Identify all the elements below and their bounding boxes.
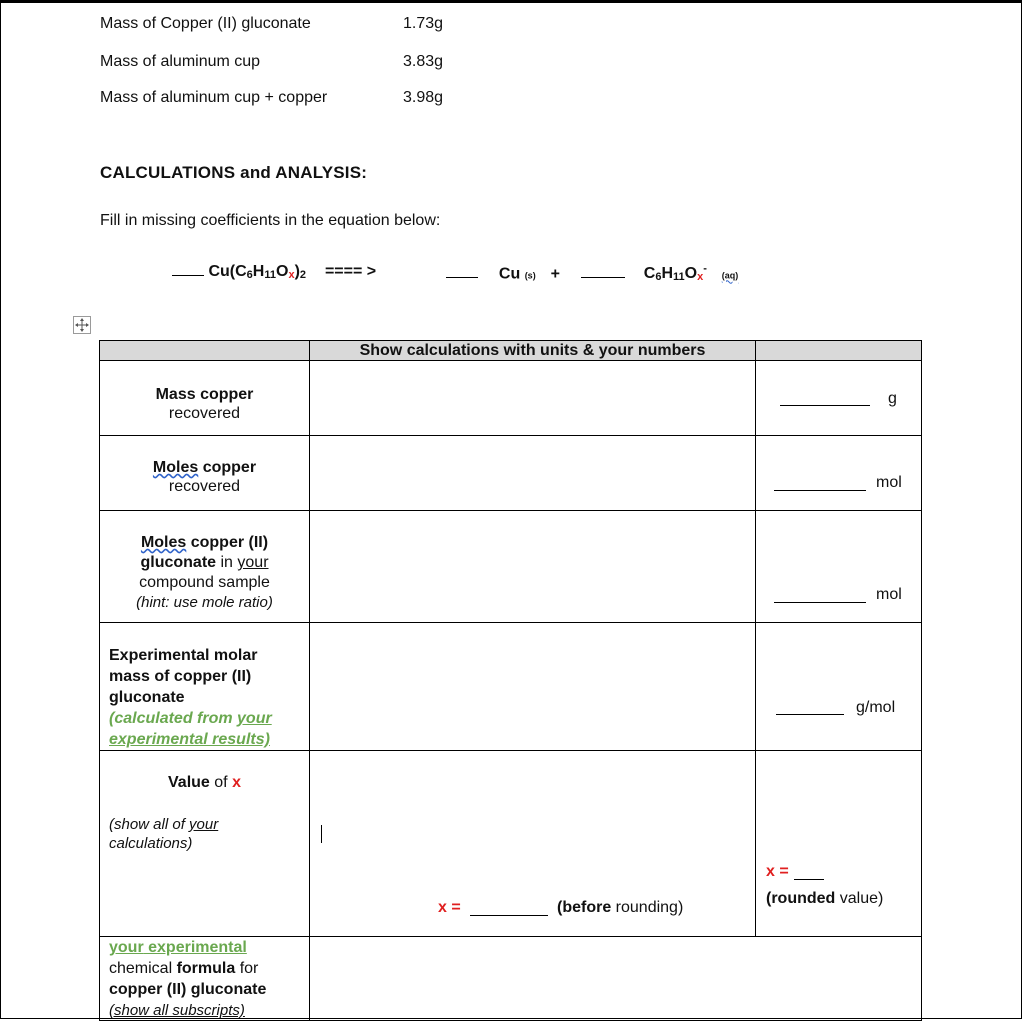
- x-equals-rounded-label: x =: [766, 863, 789, 880]
- table-row: [100, 751, 922, 937]
- header-cell-blank: [100, 341, 310, 361]
- measurement-value: 3.98g: [403, 89, 444, 106]
- header-title: Show calculations with units & your numbers: [310, 341, 756, 361]
- section-heading: CALCULATIONS and ANALYSIS:: [100, 163, 368, 182]
- formula-answer-cell[interactable]: [310, 937, 922, 1021]
- table-row: [100, 937, 922, 1021]
- unit-label: mol: [876, 586, 902, 603]
- row-label-cell: Value of x (show all of your calculations): [100, 751, 310, 937]
- label-bold: Mass copper: [155, 386, 254, 403]
- row-label-cell: your experimental chemical formula for copper (II) gluconate (show all subscripts): [100, 937, 310, 1021]
- unit-label: g: [888, 390, 897, 407]
- calculations-table: [99, 340, 922, 1021]
- answer-cell[interactable]: [756, 361, 922, 436]
- answer-cell[interactable]: [756, 751, 922, 937]
- eq-product-copper: Cu: [498, 265, 521, 283]
- calculation-cell[interactable]: [310, 436, 756, 511]
- x-before-rounding-blank[interactable]: [470, 915, 548, 916]
- label-wavy: Moles: [152, 459, 199, 476]
- measurement-label: Mass of aluminum cup: [100, 53, 261, 70]
- measurement-label: Mass of aluminum cup + copper: [100, 89, 328, 106]
- calculation-cell[interactable]: [310, 361, 756, 436]
- table-move-handle-icon[interactable]: [73, 316, 91, 334]
- table-row: [100, 436, 922, 511]
- table-row: [100, 511, 922, 623]
- row-label-cell: Experimental molar mass of copper (II) gluconate (calculated from your experimental results): [100, 623, 310, 751]
- answer-blank[interactable]: [776, 714, 844, 715]
- text-cursor: [321, 825, 322, 843]
- answer-blank[interactable]: [774, 490, 866, 491]
- before-rounding-label: (before rounding): [557, 899, 684, 916]
- calculation-cell[interactable]: [310, 751, 756, 937]
- x-equals-label: x =: [438, 899, 461, 916]
- row-label-cell: [100, 436, 310, 511]
- unit-label: mol: [876, 474, 902, 491]
- answer-cell[interactable]: [756, 511, 922, 623]
- header-cell-blank: [756, 341, 922, 361]
- answer-blank[interactable]: [780, 405, 870, 406]
- answer-cell[interactable]: [756, 623, 922, 751]
- eq-reactant: $Cu(C_6H_{11}O_x)_2$: [208, 263, 307, 281]
- table-row: [100, 361, 922, 436]
- coefficient-blank-reactant[interactable]: [172, 275, 204, 276]
- unit-label: g/mol: [856, 699, 896, 716]
- chemical-equation: [172, 263, 376, 281]
- x-rounded-blank[interactable]: [794, 879, 824, 880]
- eq-plus: +: [550, 265, 560, 283]
- label-text: recovered: [168, 405, 241, 422]
- measurement-value: 3.83g: [403, 53, 444, 70]
- calculation-cell[interactable]: [310, 623, 756, 751]
- coefficient-blank-copper[interactable]: [446, 277, 478, 278]
- measurement-row: [100, 15, 444, 33]
- measurement-row: [100, 53, 444, 71]
- table-row: [100, 623, 922, 751]
- label-text: recovered: [168, 478, 241, 495]
- table-header-row: [100, 341, 922, 361]
- measurement-label: Mass of Copper (II) gluconate: [100, 15, 311, 32]
- measurement-row: [100, 89, 444, 107]
- measurement-value: 1.73g: [403, 15, 444, 32]
- row-label-cell: Moles copper (II) gluconate in your compound sample (hint: use mole ratio): [100, 511, 310, 623]
- instruction-text: Fill in missing coefficients in the equation below:: [100, 212, 441, 229]
- eq-product-gluconate: $C_6H_{11}O_x^-$: [643, 263, 707, 284]
- eq-arrow: ==== >: [324, 263, 377, 280]
- eq-state-aqueous: (aq): [721, 270, 739, 281]
- label-bold: copper: [198, 459, 257, 476]
- row-label-cell: [100, 361, 310, 436]
- answer-blank[interactable]: [774, 602, 866, 603]
- answer-cell[interactable]: [756, 436, 922, 511]
- eq-state-solid: (s): [524, 270, 536, 281]
- chemical-equation-products: [446, 263, 738, 283]
- coefficient-blank-gluconate[interactable]: [581, 277, 625, 278]
- calculation-cell[interactable]: [310, 511, 756, 623]
- rounded-value-label: (rounded value): [766, 890, 884, 907]
